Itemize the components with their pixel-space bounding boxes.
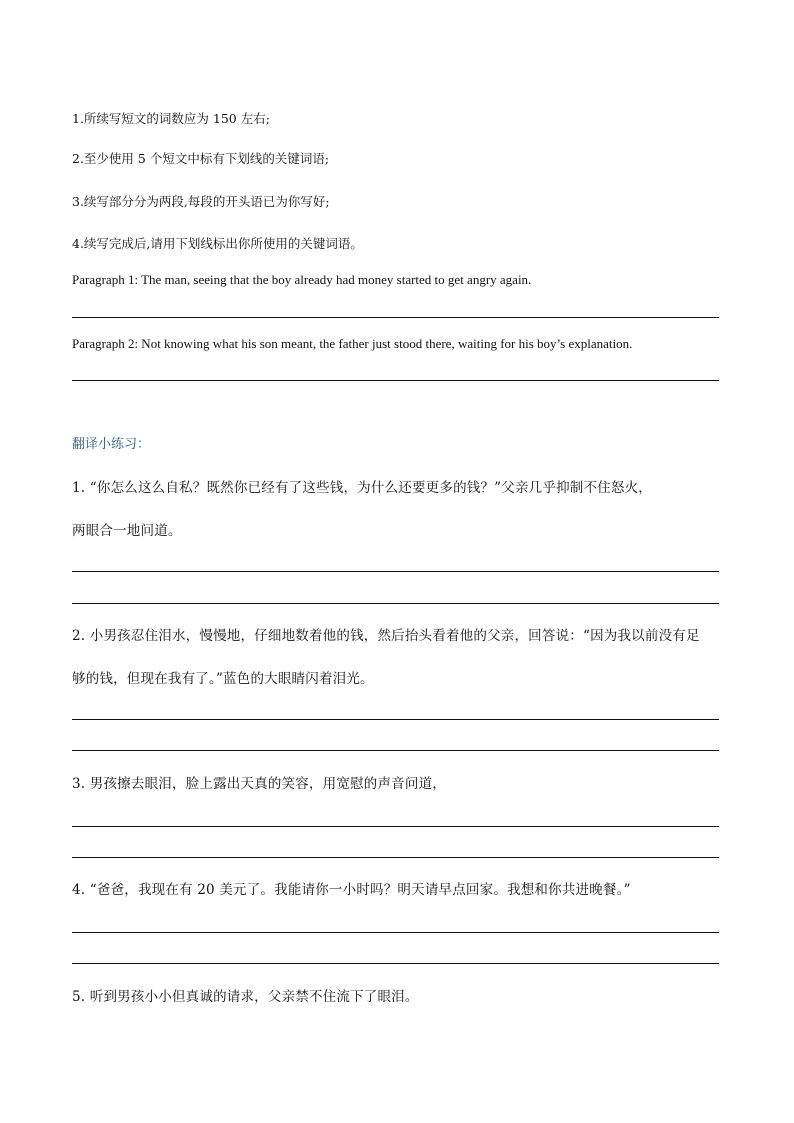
translation-item-5-line-1: 5. 听到男孩小小但真诚的请求，父亲禁不住流下了眼泪。: [72, 989, 419, 1005]
requirement-1: 1.所续写短文的词数应为 150 左右;: [72, 111, 270, 126]
requirement-2: 2.至少使用 5 个短文中标有下划线的关键词语;: [72, 151, 330, 166]
requirement-3: 3.续写部分分为两段,每段的开头语已为你写好;: [72, 194, 330, 209]
answer-line: [72, 750, 719, 751]
answer-line: [72, 603, 719, 604]
translation-item-4-line-1: 4. “爸爸，我现在有 20 美元了。我能请你一小时吗？明天请早点回家。我想和你共进晚餐。”: [72, 882, 631, 898]
answer-line: [72, 719, 719, 720]
translation-item-1-line-2: 两眼合一地问道。: [72, 523, 182, 539]
answer-line: [72, 826, 719, 827]
answer-line: [72, 571, 719, 572]
answer-line: [72, 857, 719, 858]
translation-item-2-line-2: 够的钱，但现在我有了。”蓝色的大眼睛闪着泪光。: [72, 671, 374, 687]
translation-item-1-line-1: 1. “你怎么这么自私？既然你已经有了这些钱，为什么还要更多的钱？”父亲几乎抑制不住怒火，: [72, 480, 652, 496]
answer-line: [72, 963, 719, 964]
section-heading: 翻译小练习：: [72, 437, 151, 452]
translation-item-2-line-1: 2. 小男孩忍住泪水，慢慢地，仔细地数着他的钱，然后抬头看着他的父亲，回答说：“因为我以前没有足: [72, 628, 700, 644]
requirement-4: 4.续写完成后,请用下划线标出你所使用的关键词语。: [72, 236, 363, 251]
answer-line: [72, 932, 719, 933]
answer-line: [72, 317, 719, 318]
translation-item-3-line-1: 3. 男孩擦去眼泪，脸上露出天真的笑容，用宽慰的声音问道，: [72, 776, 446, 792]
paragraph-2-prompt: Paragraph 2: Not knowing what his son meant, the father just stood there, waiting for his boy’s explanation.: [72, 336, 633, 351]
answer-line: [72, 380, 719, 381]
paragraph-1-prompt: Paragraph 1: The man, seeing that the boy already had money started to get angry again.: [72, 272, 532, 287]
